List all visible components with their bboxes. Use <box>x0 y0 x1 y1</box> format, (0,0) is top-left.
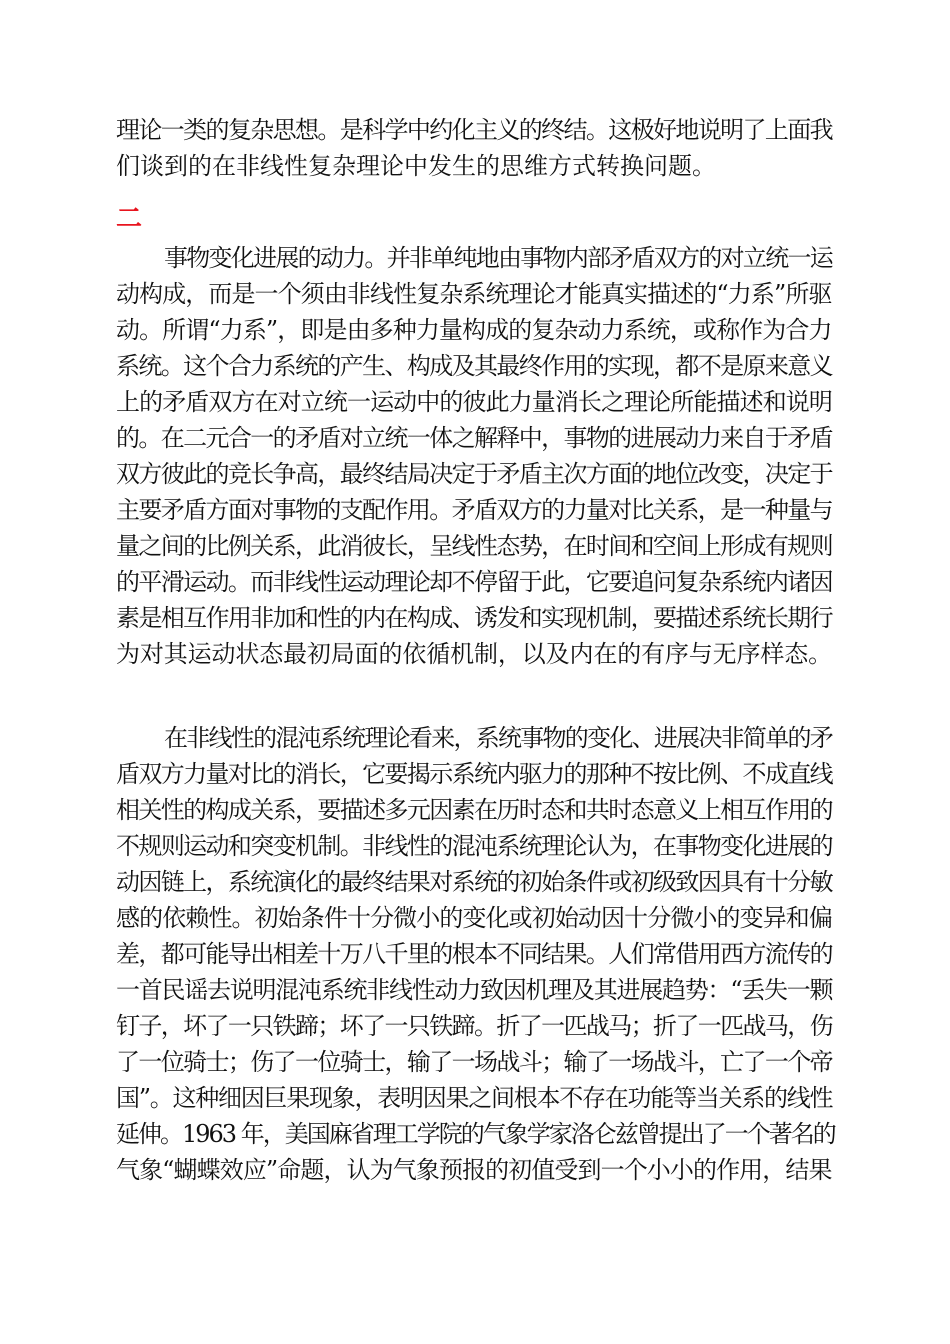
text-line: 双方彼此的竞长争高，最终结局决定于矛盾主次方面的地位改变，决定于 <box>116 460 832 488</box>
text-line: 事物变化进展的动力。并非单纯地由事物内部矛盾双方的对立统一运 <box>164 244 832 272</box>
text-line: 盾双方力量对比的消长，它要揭示系统内驱力的那种不按比例、不成直线 <box>116 760 832 788</box>
text-line: 主要矛盾方面对事物的支配作用。矛盾双方的力量对比关系，是一种量与 <box>116 496 832 524</box>
text-line: 素是相互作用非加和性的内在构成、诱发和实现机制，要描述系统长期行 <box>116 604 832 632</box>
paragraph-chaos-theory <box>116 720 835 1188</box>
text-line: 气象“蝴蝶效应”命题，认为气象预报的初值受到一个小小的作用，结果 <box>116 1156 832 1184</box>
text-line: 为对其运动状态最初局面的依循机制，以及内在的有序与无序样态。 <box>116 640 832 668</box>
text-line: 的。在二元合一的矛盾对立统一体之解释中，事物的进展动力来自于矛盾 <box>116 424 832 452</box>
text-line: 感的依赖性。初始条件十分微小的变化或初始动因十分微小的变异和偏 <box>116 904 832 932</box>
text-line: 动。所谓“力系”，即是由多种力量构成的复杂动力系统，或称作为合力 <box>116 316 832 344</box>
text-line: 们谈到的在非线性复杂理论中发生的思维方式转换问题。 <box>116 152 716 180</box>
text-line: 了一位骑士；伤了一位骑士，输了一场战斗；输了一场战斗，亡了一个帝 <box>116 1048 832 1076</box>
text-line: 钉子，坏了一只铁蹄；坏了一只铁蹄。折了一匹战马；折了一匹战马，伤 <box>116 1012 832 1040</box>
text-line: 理论一类的复杂思想。是科学中约化主义的终结。这极好地说明了上面我 <box>116 116 832 144</box>
text-line: 上的矛盾双方在对立统一运动中的彼此力量消长之理论所能描述和说明 <box>116 388 832 416</box>
text-line: 的平滑运动。而非线性运动理论却不停留于此，它要追问复杂系统内诸因 <box>116 568 832 596</box>
text-line: 国”。这种细因巨果现象，表明因果之间根本不存在功能等当关系的线性 <box>116 1084 833 1112</box>
text-line: 动因链上，系统演化的最终结果对系统的初始条件或初级致因具有十分敏 <box>116 868 832 896</box>
text-line: 量之间的比例关系，此消彼长，呈线性态势，在时间和空间上形成有规则 <box>116 532 832 560</box>
text-line: 差，都可能导出相差十万八千里的根本不同结果。人们常借用西方流传的 <box>116 940 832 968</box>
text-line: 相关性的构成关系，要描述多元因素在历时态和共时态意义上相互作用的 <box>116 796 832 824</box>
text-line: 不规则运动和突变机制。非线性的混沌系统理论认为，在事物变化进展的 <box>116 832 832 860</box>
section-heading: 二 <box>116 204 143 234</box>
text-line: 一首民谣去说明混沌系统非线性动力致因机理及其进展趋势：“丢失一颗 <box>116 976 833 1004</box>
text-line: 在非线性的混沌系统理论看来，系统事物的变化、进展决非简单的矛 <box>164 724 832 752</box>
paragraph-dynamics <box>116 240 832 672</box>
text-line: 动构成，而是一个须由非线性复杂系统理论才能真实描述的“力系”所驱 <box>116 280 832 308</box>
text-line: 系统。这个合力系统的产生、构成及其最终作用的实现，都不是原来意义 <box>116 352 832 380</box>
text-line: 延伸。1963 年，美国麻省理工学院的气象学家洛仑兹曾提出了一个著名的 <box>116 1120 835 1148</box>
paragraph-intro <box>116 112 832 184</box>
